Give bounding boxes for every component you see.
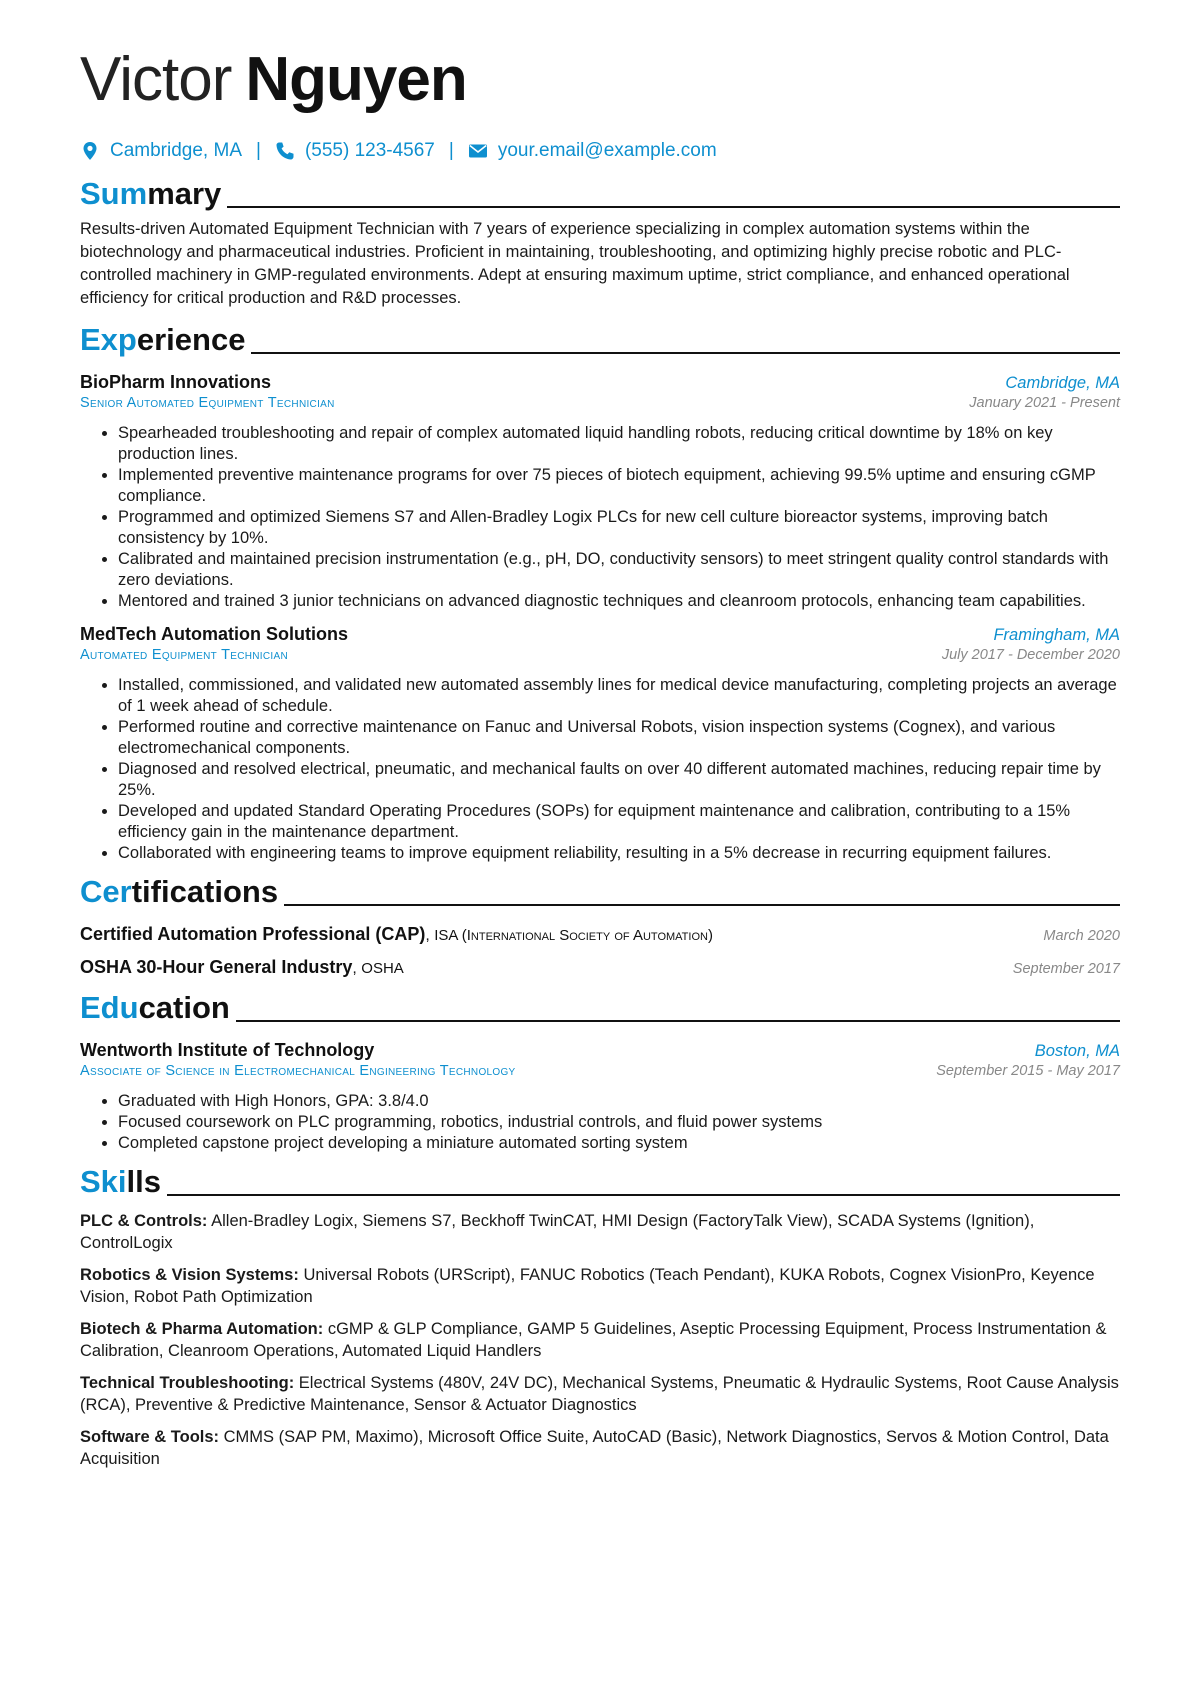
job-bullets	[80, 423, 1120, 612]
skill-label: PLC & Controls:	[80, 1212, 208, 1230]
education-dates: September 2015 - May 2017	[936, 1063, 1120, 1079]
skill-group	[80, 1426, 1120, 1470]
resume-page	[80, 40, 1120, 1470]
job-location: Framingham, MA	[993, 626, 1120, 644]
certification-item: OSHA 30-Hour General Industry, OSHA September 2017	[80, 957, 1120, 977]
school-name: Wentworth Institute of Technology	[80, 1040, 375, 1060]
heading-highlight: Exp	[80, 322, 137, 357]
section-heading	[80, 874, 1120, 910]
section-heading	[80, 1164, 1120, 1200]
experience-section	[80, 322, 1120, 864]
heading-rule	[167, 1194, 1120, 1196]
skill-group	[80, 1210, 1120, 1254]
education-section	[80, 990, 1120, 1154]
list-item: • Calibrated and maintained precision instrumentation (e.g., pH, DO, conductivity sensors) to meet stringent quality control standards with zero deviations.	[118, 549, 1120, 591]
contact-bar	[80, 140, 1120, 162]
section-heading	[80, 990, 1120, 1026]
summary-section	[80, 176, 1120, 310]
heading-rule	[284, 904, 1120, 906]
skill-values: Allen-Bradley Logix, Siemens S7, Beckhoff TwinCAT, HMI Design (FactoryTalk View), SCADA Systems (Ignition), ControlLogix	[80, 1212, 1035, 1252]
school-location: Boston, MA	[1034, 1042, 1120, 1060]
skill-values: Electrical Systems (480V, 24V DC), Mechanical Systems, Pneumatic & Hydraulic Systems, Root Cause Analysis (RCA), Preventive & Predictive Maintenance, Sensor & Actuator Diagnostics	[80, 1374, 1119, 1414]
contact-location	[80, 140, 242, 162]
last-name: Nguyen	[245, 45, 467, 114]
education-bullets	[80, 1091, 1120, 1154]
heading-rule	[227, 206, 1120, 208]
list-item: • Completed capstone project developing a miniature automated sorting system	[118, 1133, 1120, 1154]
list-item: • Spearheaded troubleshooting and repair of complex automated liquid handling robots, reducing critical downtime by 18% on key production lines.	[118, 423, 1120, 465]
certification-issuer: OSHA	[361, 960, 404, 977]
map-marker-icon	[80, 141, 100, 161]
list-item: • Collaborated with engineering teams to improve equipment reliability, resulting in a 5% decrease in recurring equipment failures.	[118, 843, 1120, 864]
phone-icon	[275, 141, 295, 161]
skill-label: Biotech & Pharma Automation:	[80, 1320, 324, 1338]
list-item: • Focused coursework on PLC programming, robotics, industrial controls, and fluid power systems	[118, 1112, 1120, 1133]
heading-highlight: Cer	[80, 874, 132, 909]
heading-highlight: Edu	[80, 990, 139, 1025]
heading-rest: lls	[126, 1164, 161, 1199]
list-item: • Installed, commissioned, and validated new automated assembly lines for medical device manufacturing, completing projects an average of 1 week ahead of schedule.	[118, 675, 1120, 717]
degree-name: Associate of Science in Electromechanical Engineering Technology	[80, 1063, 516, 1079]
contact-phone[interactable]	[275, 140, 435, 162]
list-item: • Implemented preventive maintenance programs for over 75 pieces of biotech equipment, achieving 99.5% uptime and ensuring cGMP compliance.	[118, 465, 1120, 507]
skills-section	[80, 1164, 1120, 1470]
certification-name: OSHA 30-Hour General Industry	[80, 957, 353, 977]
job-bullets	[80, 675, 1120, 864]
skill-group	[80, 1318, 1120, 1362]
company-name: MedTech Automation Solutions	[80, 624, 348, 644]
skill-group	[80, 1264, 1120, 1308]
contact-separator: |	[448, 140, 454, 161]
company-name: BioPharm Innovations	[80, 372, 272, 392]
job-entry	[80, 624, 1120, 864]
phone-text: (555) 123-4567	[304, 140, 435, 161]
job-title: Automated Equipment Technician	[80, 647, 288, 663]
skill-label: Technical Troubleshooting:	[80, 1374, 295, 1392]
job-title: Senior Automated Equipment Technician	[80, 395, 335, 411]
list-item: • Graduated with High Honors, GPA: 3.8/4.0	[118, 1091, 1120, 1112]
job-dates: July 2017 - December 2020	[941, 647, 1120, 663]
list-item: • Developed and updated Standard Operating Procedures (SOPs) for equipment maintenance and calibration, contributing to a 15% efficiency gain in the maintenance department.	[118, 801, 1120, 843]
certification-name: Certified Automation Professional (CAP)	[80, 924, 426, 944]
certification-item: Certified Automation Professional (CAP), ISA (International Society of Automation) March 2020	[80, 924, 1120, 944]
certifications-section	[80, 874, 1120, 978]
contact-email[interactable]	[468, 140, 717, 162]
list-item: • Programmed and optimized Siemens S7 and Allen-Bradley Logix PLCs for new cell culture bioreactor systems, improving batch consistency by 10%.	[118, 507, 1120, 549]
first-name: Victor	[80, 45, 232, 114]
skill-group	[80, 1372, 1120, 1416]
heading-rule	[251, 352, 1120, 354]
job-location: Cambridge, MA	[1005, 374, 1120, 392]
list-item: • Mentored and trained 3 junior technicians on advanced diagnostic techniques and cleanroom protocols, enhancing team capabilities.	[118, 591, 1120, 612]
heading-highlight: Ski	[80, 1164, 127, 1199]
heading-rest: mary	[147, 176, 222, 211]
candidate-name	[80, 40, 1120, 120]
email-link: your.email@example.com	[497, 140, 717, 161]
certification-issuer: ISA (International Society of Automation)	[434, 927, 713, 944]
job-entry	[80, 372, 1120, 612]
skill-values: cGMP & GLP Compliance, GAMP 5 Guidelines, Aseptic Processing Equipment, Process Instrumentation & Calibration, Cleanroom Operations, Automated Liquid Handlers	[80, 1320, 1107, 1360]
heading-rest: cation	[138, 990, 230, 1025]
location-text: Cambridge, MA	[110, 140, 242, 161]
list-item: • Diagnosed and resolved electrical, pneumatic, and mechanical faults on over 40 different automated machines, reducing repair time by 25%.	[118, 759, 1120, 801]
skill-values: CMMS (SAP PM, Maximo), Microsoft Office Suite, AutoCAD (Basic), Network Diagnostics, Servos & Motion Control, Data Acquisition	[80, 1428, 1109, 1468]
skill-values: Universal Robots (URScript), FANUC Robotics (Teach Pendant), KUKA Robots, Cognex VisionPro, Keyence Vision, Robot Path Optimization	[80, 1266, 1095, 1306]
summary-text: Results-driven Automated Equipment Technician with 7 years of experience specializing in complex automation systems within the biotechnology and pharmaceutical industries. Proficient in maintaining, troubleshooting, and optimizing highly precise robotic and PLC-controlled machinery in GMP-regulated environments. Adept at ensuring maximum uptime, strict compliance, and enhanced operational efficiency for critical production and R&D processes.	[80, 220, 1070, 307]
certification-date: March 2020	[1043, 928, 1120, 944]
skill-label: Robotics & Vision Systems:	[80, 1266, 299, 1284]
list-item: • Performed routine and corrective maintenance on Fanuc and Universal Robots, vision inspection systems (Cognex), and various electromechanical components.	[118, 717, 1120, 759]
heading-highlight: Sum	[80, 176, 148, 211]
envelope-icon	[468, 141, 488, 161]
education-entry	[80, 1040, 1120, 1154]
certification-date: September 2017	[1012, 961, 1120, 977]
contact-separator: |	[256, 140, 261, 161]
heading-rest: erience	[136, 322, 246, 357]
section-heading	[80, 322, 1120, 358]
job-dates: January 2021 - Present	[969, 395, 1120, 411]
skill-label: Software & Tools:	[80, 1428, 220, 1446]
heading-rule	[236, 1020, 1120, 1022]
section-heading	[80, 176, 1120, 212]
heading-rest: tifications	[131, 874, 279, 909]
